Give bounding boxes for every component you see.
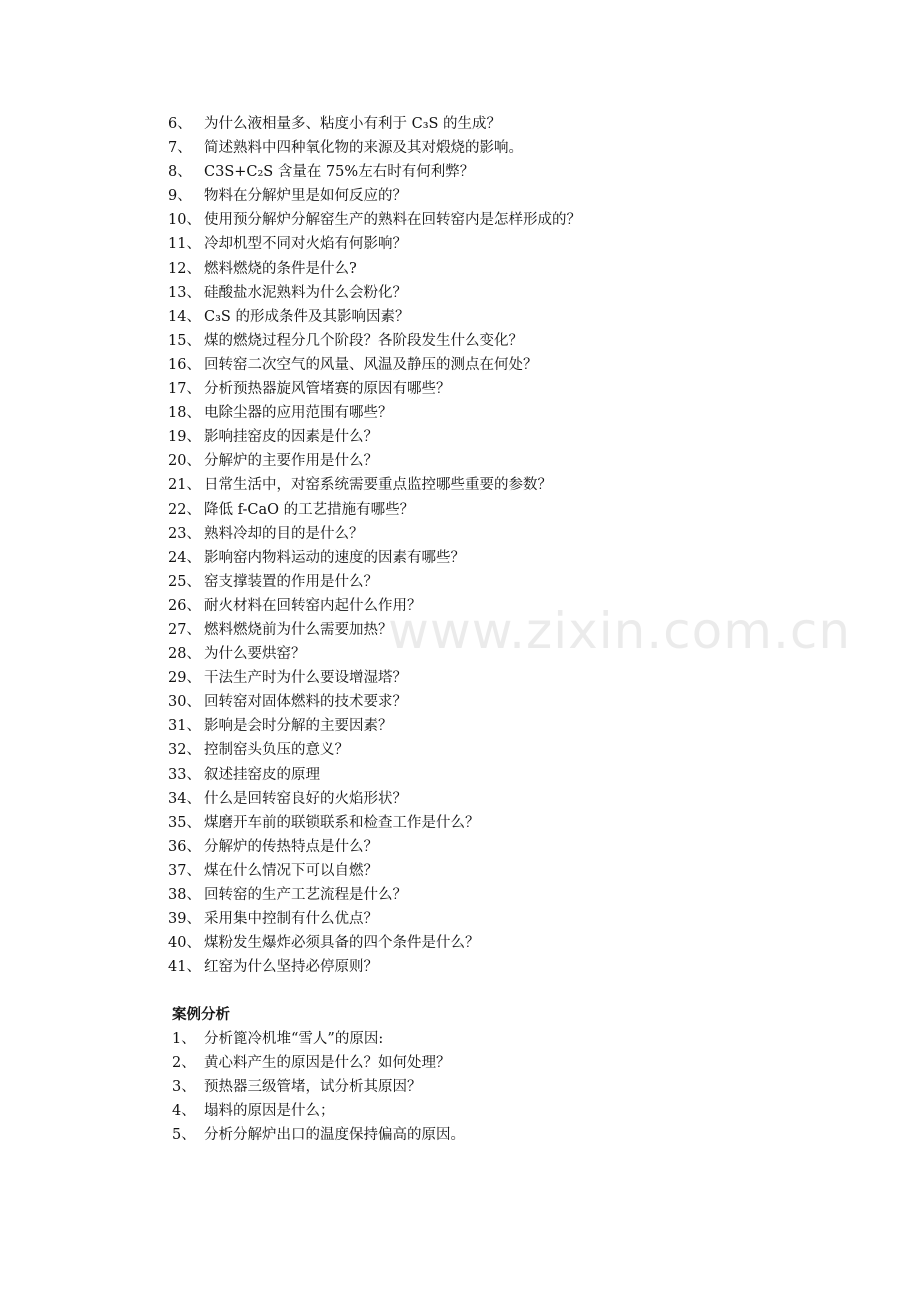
- question-text: 红窑为什么坚持必停原则？: [204, 959, 378, 976]
- question-text: 燃料燃烧的条件是什么?: [204, 260, 357, 277]
- question-item: [168, 738, 848, 762]
- question-list: [168, 112, 848, 979]
- case-number: 1、: [172, 1031, 196, 1047]
- question-number: 26、: [168, 597, 201, 614]
- case-text: 黄心料产生的原因是什么？如何处理？: [204, 1055, 451, 1072]
- question-text: 熟料冷却的目的是什么？: [204, 525, 364, 542]
- case-text: 分析篦冷机堆“雪人”的原因:: [204, 1031, 384, 1047]
- question-item: [168, 787, 848, 811]
- question-text: 耐火材料在回转窑内起什么作用？: [204, 597, 422, 614]
- question-text: 分解炉的主要作用是什么？: [204, 453, 378, 470]
- question-number: 16、: [168, 356, 201, 373]
- question-number: 19、: [168, 429, 201, 446]
- question-number: 28、: [168, 646, 201, 663]
- question-text: 窑支撑装置的作用是什么？: [204, 573, 378, 590]
- question-text: 煤在什么情况下可以自燃？: [204, 862, 378, 879]
- case-item: [172, 1051, 852, 1075]
- question-text: 降低 f-CaO 的工艺措施有哪些？: [204, 501, 415, 518]
- case-number: 3、: [172, 1079, 196, 1096]
- question-text: 分析预热器旋风管堵赛的原因有哪些？: [204, 381, 451, 398]
- question-text: 物料在分解炉里是如何反应的？: [204, 188, 407, 205]
- question-item: [168, 305, 848, 329]
- question-text: 分解炉的传热特点是什么？: [204, 838, 378, 855]
- question-text: 控制窑头负压的意义？: [204, 742, 349, 759]
- question-number: 14、: [168, 308, 201, 325]
- question-text: C₃S 的形成条件及其影响因素？: [204, 308, 410, 325]
- question-number: 23、: [168, 525, 201, 542]
- question-text: 什么是回转窑良好的火焰形状？: [204, 790, 407, 807]
- question-number: 8、: [168, 164, 192, 181]
- question-item: [168, 907, 848, 931]
- question-item: [168, 666, 848, 690]
- question-number: 38、: [168, 887, 201, 903]
- case-number: 5、: [172, 1127, 196, 1144]
- case-number: 4、: [172, 1103, 196, 1120]
- case-item: [172, 1027, 852, 1051]
- question-text: 为什么要烘窑？: [204, 646, 306, 663]
- question-item: [168, 811, 848, 835]
- question-item: [168, 377, 848, 401]
- question-item: [168, 353, 848, 377]
- question-item: [168, 931, 848, 955]
- question-number: 39、: [168, 911, 201, 928]
- section-title: 案例分析: [172, 1007, 230, 1023]
- question-number: 31、: [168, 718, 201, 735]
- question-number: 34、: [168, 790, 201, 807]
- question-item: [168, 329, 848, 353]
- question-number: 41、: [168, 959, 201, 976]
- question-item: [168, 642, 848, 666]
- question-item: [168, 232, 848, 256]
- question-number: 27、: [168, 621, 201, 638]
- case-number: 2、: [172, 1055, 196, 1072]
- case-text: 塌料的原因是什么；: [204, 1103, 335, 1120]
- question-number: 32、: [168, 742, 201, 759]
- question-text: 煤的燃烧过程分几个阶段？各阶段发生什么变化？: [204, 332, 523, 349]
- question-number: 37、: [168, 862, 201, 879]
- question-number: 9、: [168, 188, 192, 205]
- case-text: 分析分解炉出口的温度保持偏高的原因。: [204, 1127, 465, 1144]
- question-number: 20、: [168, 453, 201, 470]
- question-item: [168, 690, 848, 714]
- question-item: [168, 136, 848, 160]
- question-number: 25、: [168, 573, 201, 590]
- question-number: 15、: [168, 332, 201, 349]
- question-item: [168, 473, 848, 497]
- question-item: [168, 112, 848, 136]
- case-text: 预热器三级管堵，试分析其原因？: [204, 1079, 422, 1096]
- question-text: 冷却机型不同对火焰有何影响？: [204, 236, 407, 253]
- question-item: [168, 208, 848, 232]
- question-number: 40、: [168, 935, 201, 952]
- question-text: 影响窑内物料运动的速度的因素有哪些？: [204, 549, 465, 566]
- question-item: [168, 883, 848, 907]
- question-number: 36、: [168, 838, 201, 855]
- question-text: 回转窑的生产工艺流程是什么？: [204, 887, 407, 903]
- question-number: 6、: [168, 116, 192, 132]
- question-number: 29、: [168, 670, 201, 687]
- question-number: 33、: [168, 766, 201, 783]
- question-text: 回转窑对固体燃料的技术要求？: [204, 694, 407, 711]
- question-item: [168, 257, 848, 281]
- question-text: 简述熟料中四种氧化物的来源及其对煅烧的影响。: [204, 140, 523, 157]
- question-item: [168, 498, 848, 522]
- question-item: [168, 618, 848, 642]
- question-item: [168, 546, 848, 570]
- question-number: 7、: [168, 140, 192, 157]
- question-item: [168, 449, 848, 473]
- case-analysis-section: [172, 1003, 852, 1147]
- question-number: 10、: [168, 212, 201, 229]
- case-item: [172, 1099, 852, 1123]
- question-text: 影响挂窑皮的因素是什么？: [204, 429, 378, 446]
- question-item: [168, 570, 848, 594]
- question-text: 硅酸盐水泥熟料为什么会粉化？: [204, 284, 407, 301]
- question-text: 使用预分解炉分解窑生产的熟料在回转窑内是怎样形成的？: [204, 212, 581, 229]
- watermark: www.zixin.com.cn: [388, 602, 852, 660]
- question-text: 为什么液相量多、粘度小有利于 C₃S 的生成？: [204, 116, 502, 132]
- question-item: [168, 401, 848, 425]
- question-text: 煤磨开车前的联锁联系和检查工作是什么？: [204, 814, 480, 831]
- question-item: [168, 184, 848, 208]
- case-item: [172, 1075, 852, 1099]
- question-item: [168, 955, 848, 979]
- question-number: 12、: [168, 260, 201, 277]
- question-text: 电除尘器的应用范围有哪些？: [204, 405, 393, 422]
- question-number: 11、: [168, 236, 201, 253]
- question-text: 日常生活中，对窑系统需要重点监控哪些重要的参数？: [204, 477, 552, 494]
- question-text: 煤粉发生爆炸必须具备的四个条件是什么？: [204, 935, 480, 952]
- question-number: 24、: [168, 549, 201, 566]
- question-item: [168, 594, 848, 618]
- question-text: 采用集中控制有什么优点？: [204, 911, 378, 928]
- question-item: [168, 281, 848, 305]
- question-number: 35、: [168, 814, 201, 831]
- question-text: 影响是会时分解的主要因素？: [204, 718, 393, 735]
- question-item: [168, 763, 848, 787]
- question-number: 30、: [168, 694, 201, 711]
- question-item: [168, 835, 848, 859]
- question-text: 叙述挂窑皮的原理: [204, 766, 320, 783]
- question-number: 22、: [168, 501, 201, 518]
- question-number: 17、: [168, 381, 201, 398]
- question-item: [168, 160, 848, 184]
- question-item: [168, 859, 848, 883]
- question-item: [168, 522, 848, 546]
- question-number: 21、: [168, 477, 201, 494]
- question-text: C3S+C₂S 含量在 75%左右时有何利弊？: [204, 164, 475, 181]
- question-text: 干法生产时为什么要设增湿塔？: [204, 670, 407, 687]
- question-text: 燃料燃烧前为什么需要加热？: [204, 621, 393, 638]
- question-item: [168, 714, 848, 738]
- question-number: 13、: [168, 284, 201, 301]
- case-item: [172, 1123, 852, 1147]
- question-text: 回转窑二次空气的风量、风温及静压的测点在何处？: [204, 356, 538, 373]
- question-item: [168, 425, 848, 449]
- question-number: 18、: [168, 405, 201, 422]
